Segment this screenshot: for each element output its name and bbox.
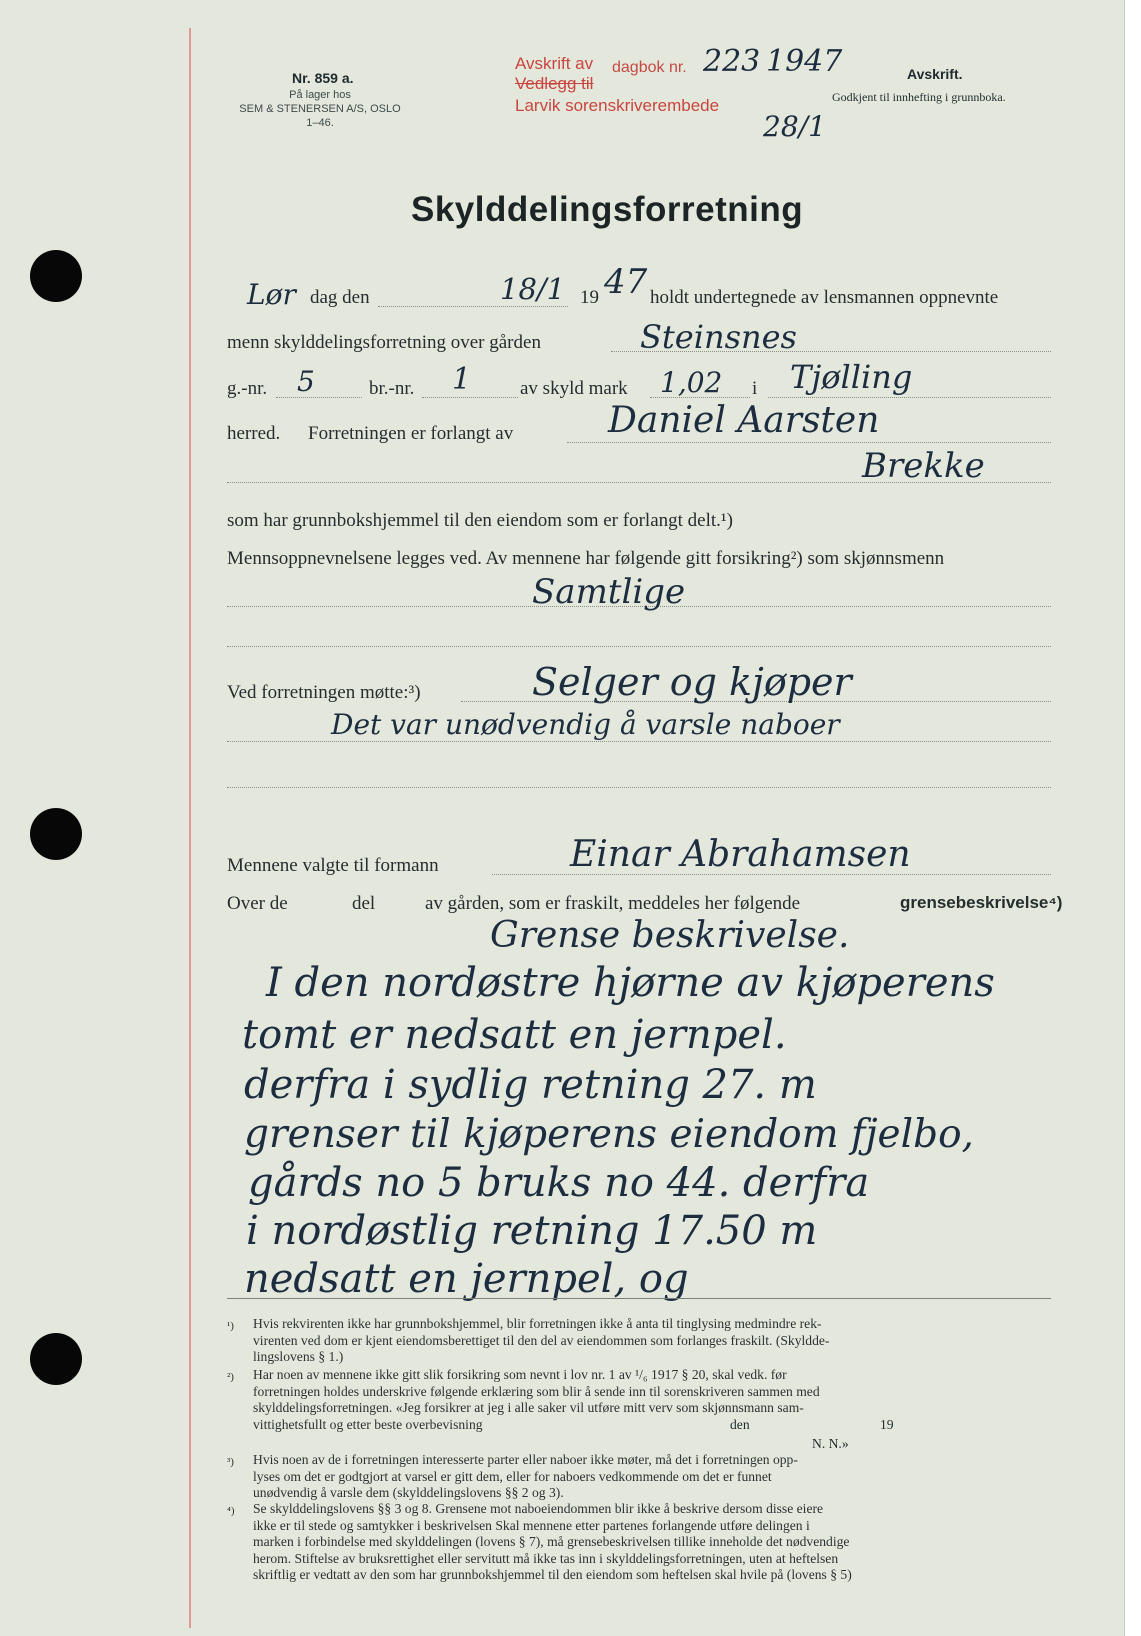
- bnr-value: 1: [452, 362, 472, 397]
- boundary-line: i nordøstlig retning 17.50 m: [246, 1208, 818, 1254]
- label-dag-den: dag den: [310, 287, 370, 308]
- stamp-line-2: Vedlegg til: [515, 74, 594, 93]
- footnote-line: ikke er til stede og samtykker i beskrivelsen Skal mennene etter partenes forlangende utføre delingen i: [253, 1517, 810, 1533]
- sworn-men: Samtlige: [532, 572, 686, 612]
- label-menn: Mennsoppnevnelsene legges ved. Av mennene har følgende gitt forsikring²) som skjønnsmenn: [227, 548, 945, 569]
- footnote-line: virenten ved dom er kjent eiendomsberettiget til den del av eiendommen som forlanges fraskilt. (Skyldde-: [253, 1332, 830, 1348]
- footnote-line: herom. Stiftelse av bruksrettighet eller servitutt må ikke tas inn i skylddelingsforretningen, uten at heftelsen: [253, 1550, 839, 1566]
- label-bnr: br.-nr.: [369, 378, 415, 399]
- label-holdt: holdt undertegnede av lensmannen oppnevnte: [650, 287, 999, 308]
- footnote-line: Se skylddelingslovens §§ 3 og 8. Grensene mot naboeiendommen blir ikke å beskrive dersom disse eiere: [253, 1501, 824, 1516]
- label-herred: herred.: [227, 423, 281, 444]
- label-skyld: av skyld mark: [520, 378, 628, 399]
- footnote-line: skriftlig er vedtatt av den som har grunnbokshjemmel til den eiendom som heftelsen skal hvile på (lovens § 5): [253, 1567, 852, 1582]
- footnote-line: lingslovens § 1.): [253, 1349, 344, 1364]
- printer-line: 1–46.: [306, 117, 334, 129]
- boundary-line: derfra i sydlig retning 27. m: [244, 1062, 817, 1108]
- footnote-3: [253, 1452, 798, 1502]
- label-grensebeskrivelse: grensebeskrivelse⁴): [900, 893, 1063, 912]
- footnote-line: vittighetsfullt og etter beste overbevisning: [253, 1416, 483, 1432]
- printer-line: På lager hos: [289, 89, 351, 101]
- label-attended: Ved forretningen møtte:³): [227, 682, 421, 703]
- requester-name: Daniel Aarsten: [608, 400, 880, 441]
- dotted-line: [768, 397, 1051, 398]
- label-over-de: Over de: [227, 893, 288, 914]
- label-i: i: [752, 378, 758, 399]
- footnote-den: den: [730, 1417, 750, 1432]
- label-chairman: Mennene valgte til formann: [227, 855, 439, 876]
- label-over-rest: av gården, som er fraskilt, meddeles her følgende: [425, 893, 801, 914]
- stamp-line-1: Avskrift av: [515, 54, 594, 73]
- footnote-line: forretningen holdes underskrive følgende erklæring som blir å sende inn til sorenskriveren sammen med: [253, 1383, 820, 1399]
- year-prefix: 19: [580, 287, 599, 308]
- footnote-line: Hvis rekvirenten ikke har grunnbokshjemmel, blir forretningen ikke å anta til tinglysing medmindre rek-: [253, 1316, 822, 1331]
- footnote-number: ³): [227, 1456, 234, 1468]
- skyld-value: 1,02: [660, 366, 723, 399]
- requester-name-2: Brekke: [862, 446, 985, 486]
- boundary-line: Grense beskrivelse.: [490, 915, 850, 956]
- stamp-line-3: Larvik sorenskriverembede: [515, 96, 720, 115]
- avskrift-note: Godkjent til innhefting i grunnboka.: [832, 90, 1006, 104]
- dagbok-number: 223: [703, 44, 761, 79]
- printer-line: SEM & STENERSEN A/S, OSLO: [239, 103, 401, 115]
- avskrift-title: Avskrift.: [907, 66, 963, 82]
- boundary-line: tomt er nedsatt en jernpel.: [242, 1012, 787, 1058]
- footnote-line: Har noen av mennene ikke gitt slik forsikring som nevnt i lov nr. 1 av ¹/₆ 1917 § 20, skal vedk. før: [253, 1367, 787, 1382]
- footnote-line: lyses om det er godtgjort at varsel er gitt dem, eller for naboers vedkommende om det er funnet: [253, 1468, 772, 1484]
- attended-note: Det var unødvendig å varsle naboer: [331, 708, 840, 741]
- municipality: Tjølling: [790, 358, 913, 396]
- footnote-rule: [227, 1298, 1051, 1299]
- margin-line: [189, 28, 191, 1628]
- document-title: Skylddelingsforretning: [411, 190, 804, 229]
- footnote-line: unødvendig å varsle dem (skylddelingslovens §§ 2 og 3).: [253, 1485, 564, 1500]
- footnote-nn: N. N.»: [812, 1436, 849, 1451]
- attended: Selger og kjøper: [532, 660, 852, 704]
- dotted-line: [227, 646, 1051, 647]
- dotted-line: [227, 787, 1051, 788]
- year-suffix: 47: [604, 262, 648, 302]
- label-del: del: [352, 893, 376, 914]
- footnote-number: ⁴): [227, 1505, 235, 1517]
- footnote-number: ¹): [227, 1320, 234, 1332]
- dotted-line: [276, 397, 362, 398]
- date-value: 18/1: [500, 272, 566, 306]
- boundary-line: nedsatt en jernpel, og: [244, 1256, 689, 1302]
- punch-hole: [30, 1333, 82, 1385]
- gnr-value: 5: [297, 365, 315, 398]
- dotted-line: [378, 306, 568, 307]
- day-name: Lør: [247, 278, 296, 311]
- footnote-19: 19: [880, 1417, 894, 1432]
- footnote-1: [253, 1316, 829, 1366]
- footnote-line: Hvis noen av de i forretningen interesserte parter eller naboer ikke møter, må det i forretningen opp-: [253, 1452, 798, 1467]
- dagbok-year: 1947: [766, 44, 843, 79]
- dotted-line: [567, 442, 1051, 443]
- punch-hole: [30, 250, 82, 302]
- footnote-line: marken i forbindelse med skylddelingen (lovens § 7), må grensebeskrivelsen tillike inneholde det nødvendige: [253, 1534, 850, 1549]
- farm-name: Steinsnes: [640, 318, 797, 356]
- form-number: Nr. 859 a.: [292, 70, 354, 86]
- boundary-line: grenser til kjøperens eiendom fjelbo,: [244, 1112, 974, 1157]
- label-gnr: g.-nr.: [227, 378, 268, 399]
- label-hjemmel: som har grunnbokshjemmel til den eiendom som er forlangt delt.¹): [227, 510, 733, 531]
- footnote-line: skylddelingsforretningen. «Jeg forsikrer at jeg i alle saker vil utføre mitt verv som skjønnsmann sam-: [253, 1400, 804, 1415]
- boundary-line: gårds no 5 bruks no 44. derfra: [248, 1160, 870, 1206]
- dagbok-label: dagbok nr.: [612, 59, 687, 76]
- boundary-line: I den nordøstre hjørne av kjøperens: [266, 960, 995, 1006]
- chairman: Einar Abrahamsen: [570, 834, 911, 875]
- footnote-number: ²): [227, 1371, 234, 1383]
- dotted-line: [227, 741, 1051, 742]
- dotted-line: [422, 397, 518, 398]
- punch-hole: [30, 808, 82, 860]
- label-requested: Forretningen er forlangt av: [308, 423, 514, 444]
- label-gaarden: menn skylddelingsforretning over gården: [227, 332, 541, 353]
- date-note: 28/1: [763, 110, 826, 143]
- printer-info: [230, 88, 410, 130]
- footnote-4: [253, 1501, 852, 1584]
